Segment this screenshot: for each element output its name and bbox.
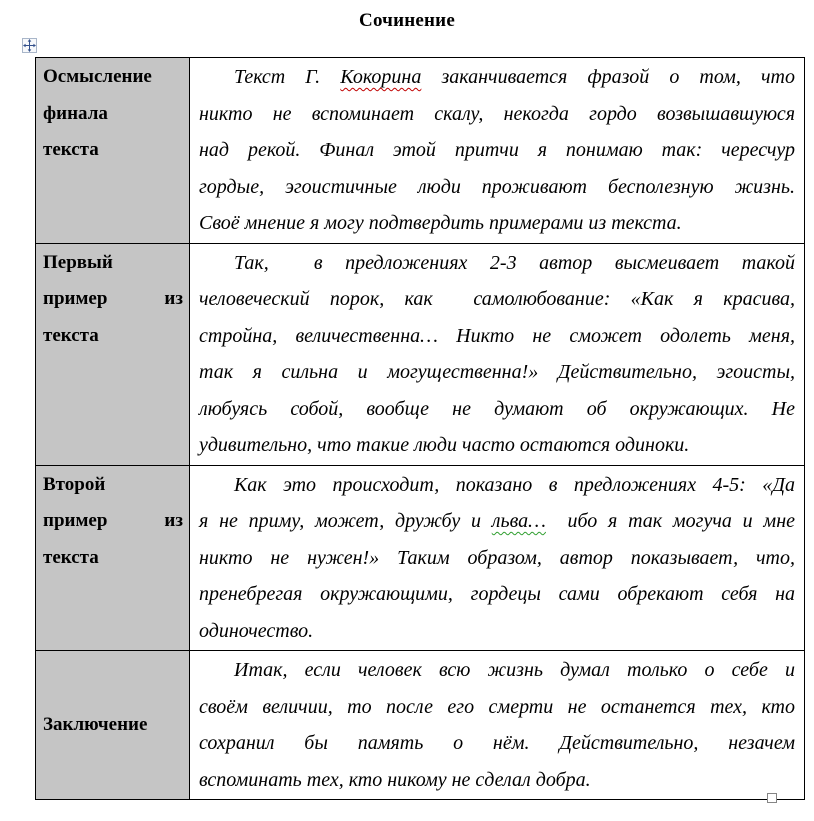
row-label-cell-1[interactable]: [36, 58, 190, 244]
text-line: [199, 652, 795, 689]
text-line: [43, 467, 183, 504]
text-line: [199, 576, 795, 613]
text-segment: так я сильна и могущественна!» Действительно, эгоисты,: [199, 361, 795, 383]
text-segment: я не приму, может, дружбу и: [199, 510, 492, 532]
text-line: [199, 96, 795, 133]
text-segment: гордые, эгоистичные люди проживают бесполезную жизнь.: [199, 175, 795, 198]
text-segment: текста: [43, 139, 99, 160]
essay-table-body: [36, 58, 805, 800]
table-row: [36, 58, 805, 244]
text-line: [43, 707, 183, 744]
text-segment: никто не вспоминает скалу, некогда гордо возвышавшуюся: [199, 102, 795, 125]
text-segment: сохранил бы память о нём. Действительно, незачем: [199, 732, 795, 754]
text-line: [199, 391, 795, 428]
text-line: [43, 503, 183, 540]
text-line: [43, 59, 183, 96]
text-line: [43, 540, 183, 577]
text-segment: Первый: [43, 251, 113, 273]
table-row: [36, 651, 805, 800]
text-segment: Так, в предложениях 2-3 автор высмеивает такой: [234, 251, 795, 274]
text-line: [199, 689, 795, 726]
text-segment: финала: [43, 102, 108, 124]
text-line: [199, 613, 795, 650]
text-segment: текста: [43, 324, 99, 346]
row-label-cell-4[interactable]: [36, 651, 190, 800]
text-segment: пример из: [43, 288, 183, 309]
text-line: [43, 281, 183, 318]
text-segment: Итак, если человек всю жизнь думал только о себе и: [234, 659, 795, 681]
essay-table: [35, 57, 805, 800]
text-segment: вспоминать тех, кто никому не сделал добра.: [199, 768, 591, 791]
row-text-cell-3[interactable]: [190, 465, 805, 651]
text-line: [199, 354, 795, 391]
table-move-handle[interactable]: [22, 38, 37, 53]
text-line: [199, 725, 795, 762]
text-segment: над рекой. Финал этой притчи я понимаю так: чересчур: [199, 139, 795, 161]
text-segment: Как это происходит, показано в предложениях 4-5: «Да: [234, 473, 795, 496]
text-segment: человеческий порок, как самолюбование: «Как я красива,: [199, 288, 795, 310]
table-row: [36, 243, 805, 465]
text-line: [43, 318, 183, 355]
grammar-flagged-word: льва…: [491, 510, 546, 532]
text-segment: пример из: [43, 510, 183, 531]
text-line: [43, 132, 183, 169]
text-segment: удивительно, что такие люди часто остаются одиноки.: [199, 434, 690, 456]
text-segment: Своё мнение я могу подтвердить примерами из текста.: [199, 212, 682, 234]
table-row: [36, 465, 805, 651]
text-line: [199, 281, 795, 318]
text-line: [199, 540, 795, 577]
text-segment: никто не нужен!» Таким образом, автор показывает, что,: [199, 546, 795, 569]
text-segment: стройна, величественна… Никто не сможет одолеть меня,: [199, 324, 795, 347]
document-title[interactable]: Сочинение: [359, 10, 455, 31]
text-line: [199, 427, 795, 464]
table-resize-handle[interactable]: [767, 793, 777, 803]
text-segment: пренебрегая окружающими, гордецы сами обрекают себя на: [199, 583, 795, 605]
text-line: [199, 205, 795, 242]
text-line: [199, 318, 795, 355]
text-line: [43, 245, 183, 282]
text-line: [199, 467, 795, 504]
move-arrows-icon: [22, 38, 37, 53]
text-segment: текста: [43, 546, 99, 568]
text-segment: одиночество.: [199, 619, 314, 642]
text-segment: своём величии, то после его смерти не останется тех, кто: [199, 695, 795, 718]
text-line: [199, 132, 795, 169]
text-segment: Второй: [43, 473, 106, 495]
text-line: [199, 762, 795, 799]
text-segment: Заключение: [43, 713, 148, 735]
text-segment: ибо я так могуча и мне: [545, 510, 795, 532]
text-line: [43, 96, 183, 133]
misspelled-word: Кокорина: [340, 66, 422, 88]
row-text-cell-4[interactable]: [190, 651, 805, 800]
text-line: [199, 503, 795, 540]
row-label-cell-3[interactable]: [36, 465, 190, 651]
text-segment: заканчивается фразой о том, что: [421, 66, 795, 88]
text-segment: Текст Г.: [234, 66, 341, 88]
text-line: [199, 169, 795, 206]
text-segment: Осмысление: [43, 66, 152, 87]
row-text-cell-1[interactable]: [190, 58, 805, 244]
text-line: [199, 245, 795, 282]
row-label-cell-2[interactable]: [36, 243, 190, 465]
text-segment: любуясь собой, вообще не думают об окружающих. Не: [199, 397, 795, 420]
row-text-cell-2[interactable]: [190, 243, 805, 465]
text-line: [199, 59, 795, 96]
